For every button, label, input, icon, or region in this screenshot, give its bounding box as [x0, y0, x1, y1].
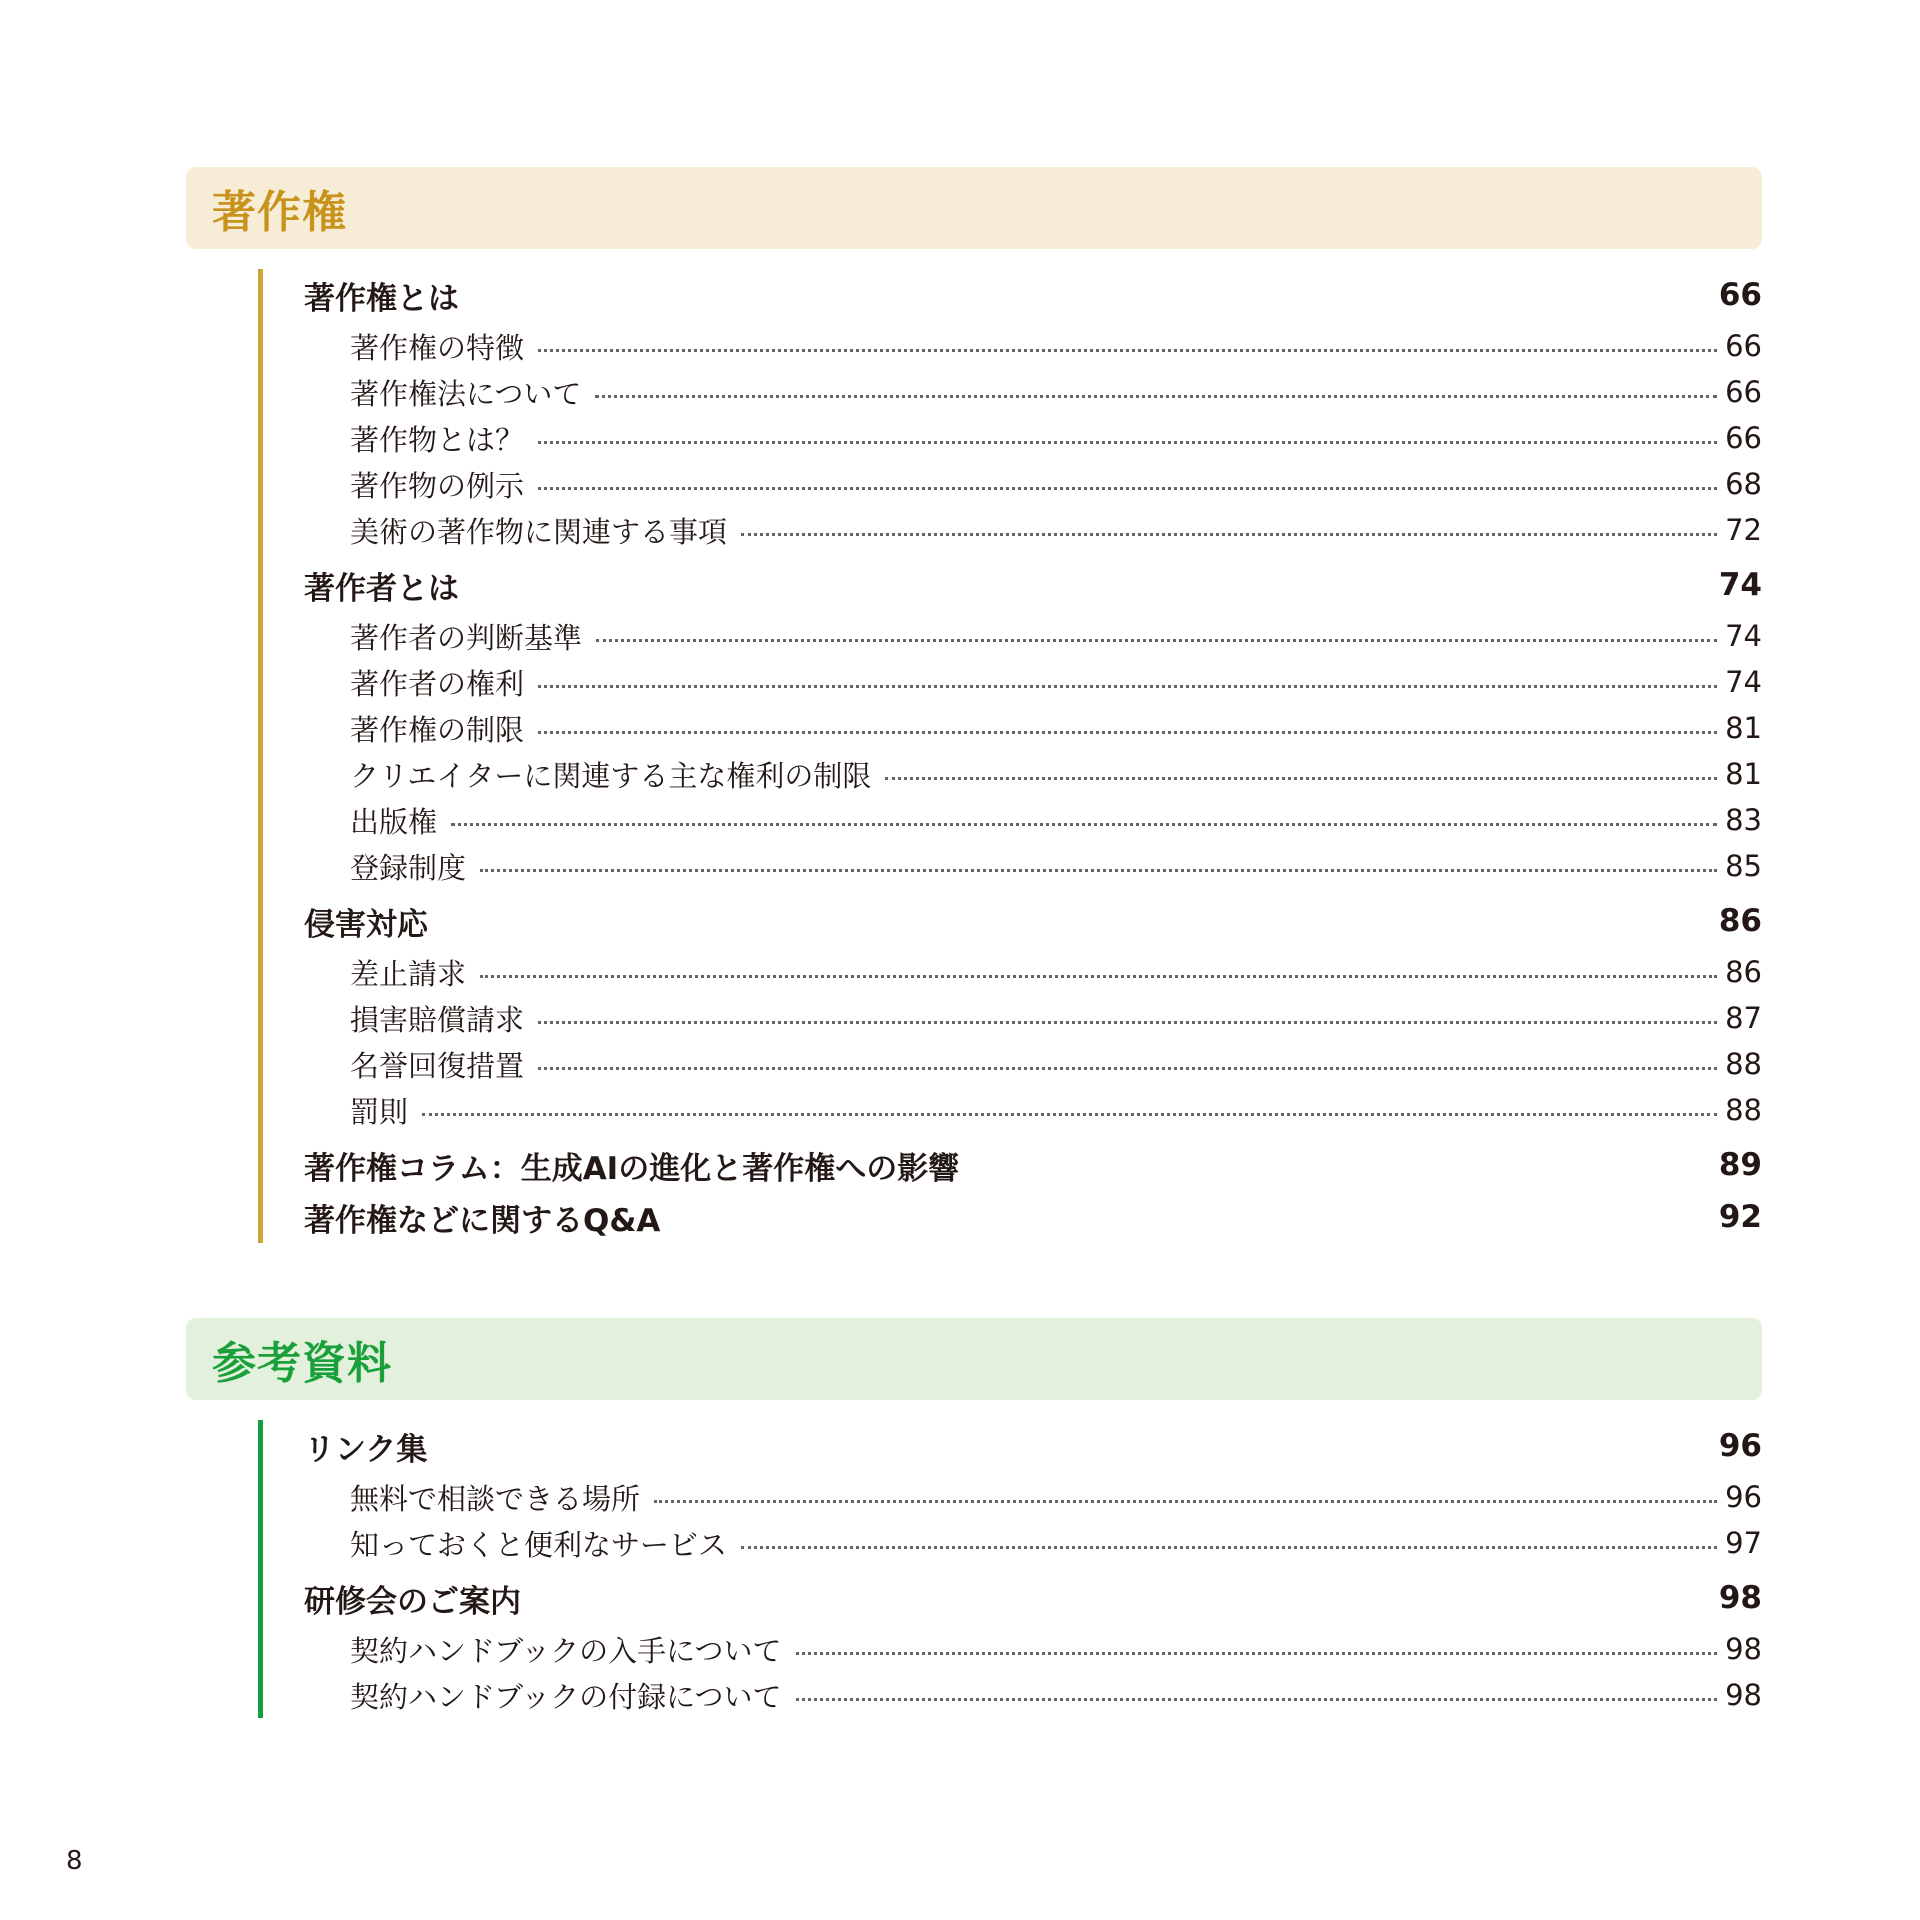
item-page: 83 [1725, 803, 1762, 837]
item-page: 96 [1725, 1480, 1762, 1514]
toc-item[interactable] [350, 415, 1762, 461]
item-title: 損害賠償請求 [350, 1002, 525, 1037]
toc-item[interactable] [350, 705, 1762, 751]
toc-chapter[interactable] [304, 559, 1762, 611]
toc-item[interactable] [350, 949, 1762, 995]
chapter-title: 著作権とは [304, 280, 459, 317]
item-title: 名誉回復措置 [350, 1048, 525, 1083]
item-title: 知っておくと便利なサービス [350, 1527, 728, 1562]
item-title: 著作権の特徴 [350, 330, 525, 365]
chapter-title: 研修会のご案内 [304, 1583, 521, 1620]
toc-item[interactable] [350, 461, 1762, 507]
item-title: 差止請求 [350, 956, 467, 991]
item-page: 98 [1725, 1632, 1762, 1666]
item-title: 出版権 [350, 804, 438, 839]
item-title: 著作権法について [350, 376, 582, 411]
chapter-title: 著作権コラム：生成AIの進化と著作権への影響 [304, 1150, 960, 1187]
item-title: 契約ハンドブックの付録について [350, 1679, 782, 1714]
chapter-title: 著作者とは [304, 570, 459, 607]
item-title: 著作者の判断基準 [350, 620, 583, 655]
section-body [258, 1420, 1762, 1718]
section-accent-bar [258, 1420, 263, 1718]
dot-leader [538, 441, 1717, 444]
toc-chapter[interactable] [304, 1139, 1762, 1191]
dot-leader [480, 975, 1717, 978]
toc-chapter[interactable] [304, 1420, 1762, 1472]
section-title: 参考資料 [212, 1338, 392, 1389]
item-page: 98 [1725, 1678, 1762, 1712]
dot-leader [654, 1500, 1717, 1503]
toc-sub-list [304, 613, 1762, 889]
item-page: 74 [1725, 619, 1762, 653]
chapter-page: 92 [1718, 1199, 1762, 1235]
section-references [186, 1318, 1762, 1724]
toc-chapter[interactable] [304, 1572, 1762, 1624]
dot-leader [538, 685, 1717, 688]
item-page: 85 [1725, 849, 1762, 883]
dot-leader [538, 1021, 1717, 1024]
item-title: 著作物とは？ [350, 422, 525, 457]
toc-item[interactable] [350, 507, 1762, 553]
section-copyright [186, 167, 1762, 1243]
item-page: 97 [1725, 1526, 1762, 1560]
section-header [186, 1318, 1762, 1400]
item-page: 74 [1725, 665, 1762, 699]
item-page: 87 [1725, 1001, 1762, 1035]
item-title: 登録制度 [350, 850, 467, 885]
toc-chapter[interactable] [304, 269, 1762, 321]
toc-item[interactable] [350, 1672, 1762, 1718]
item-title: 契約ハンドブックの入手について [350, 1633, 782, 1668]
item-page: 81 [1725, 757, 1762, 791]
toc-item[interactable] [350, 1087, 1762, 1133]
chapter-title: 著作権などに関するQ&A [304, 1202, 661, 1239]
toc-item[interactable] [350, 369, 1762, 415]
chapter-page: 66 [1718, 277, 1762, 313]
item-page: 88 [1725, 1047, 1762, 1081]
toc-sub-list [304, 1474, 1762, 1566]
toc-item[interactable] [350, 1626, 1762, 1672]
item-page: 81 [1725, 711, 1762, 745]
chapter-page: 96 [1718, 1428, 1762, 1464]
toc-item[interactable] [350, 995, 1762, 1041]
item-title: 著作者の権利 [350, 666, 525, 701]
toc-chapter[interactable] [304, 1191, 1762, 1243]
dot-leader [595, 395, 1717, 398]
item-page: 88 [1725, 1093, 1762, 1127]
section-accent-bar [258, 269, 263, 1243]
toc-item[interactable] [350, 1041, 1762, 1087]
item-page: 66 [1725, 421, 1762, 455]
toc-item[interactable] [350, 1474, 1762, 1520]
dot-leader [538, 349, 1717, 352]
section-title: 著作権 [212, 187, 347, 238]
item-title: 罰則 [350, 1094, 409, 1129]
page-number: 8 [66, 1846, 83, 1876]
dot-leader [796, 1698, 1718, 1701]
toc-item[interactable] [350, 797, 1762, 843]
toc-chapter[interactable] [304, 895, 1762, 947]
dot-leader [796, 1652, 1718, 1655]
toc-sub-list [304, 323, 1762, 553]
item-page: 68 [1725, 467, 1762, 501]
chapter-page: 98 [1718, 1580, 1762, 1616]
toc-item[interactable] [350, 751, 1762, 797]
item-page: 66 [1725, 375, 1762, 409]
toc-sub-list [304, 949, 1762, 1133]
dot-leader [885, 777, 1717, 780]
item-page: 72 [1725, 513, 1762, 547]
toc-item[interactable] [350, 843, 1762, 889]
toc-item[interactable] [350, 323, 1762, 369]
dot-leader [538, 731, 1717, 734]
item-title: 無料で相談できる場所 [350, 1481, 641, 1516]
chapter-page: 74 [1718, 567, 1762, 603]
dot-leader [538, 1067, 1717, 1070]
toc-sub-list [304, 1626, 1762, 1718]
toc-item[interactable] [350, 1520, 1762, 1566]
chapter-title: 侵害対応 [304, 906, 428, 943]
dot-leader [538, 487, 1717, 490]
dot-leader [596, 639, 1717, 642]
dot-leader [480, 869, 1717, 872]
item-page: 86 [1725, 955, 1762, 989]
chapter-page: 89 [1718, 1147, 1762, 1183]
chapter-title: リンク集 [304, 1431, 428, 1468]
toc-item[interactable] [350, 613, 1762, 659]
section-body [258, 269, 1762, 1243]
section-header [186, 167, 1762, 249]
toc-item[interactable] [350, 659, 1762, 705]
item-title: 著作権の制限 [350, 712, 525, 747]
item-page: 66 [1725, 329, 1762, 363]
dot-leader [422, 1113, 1717, 1116]
chapter-page: 86 [1718, 903, 1762, 939]
item-title: 著作物の例示 [350, 468, 525, 503]
dot-leader [741, 533, 1717, 536]
item-title: 美術の著作物に関連する事項 [350, 514, 728, 549]
item-title: クリエイターに関連する主な権利の制限 [350, 758, 872, 793]
dot-leader [451, 823, 1717, 826]
dot-leader [741, 1546, 1717, 1549]
